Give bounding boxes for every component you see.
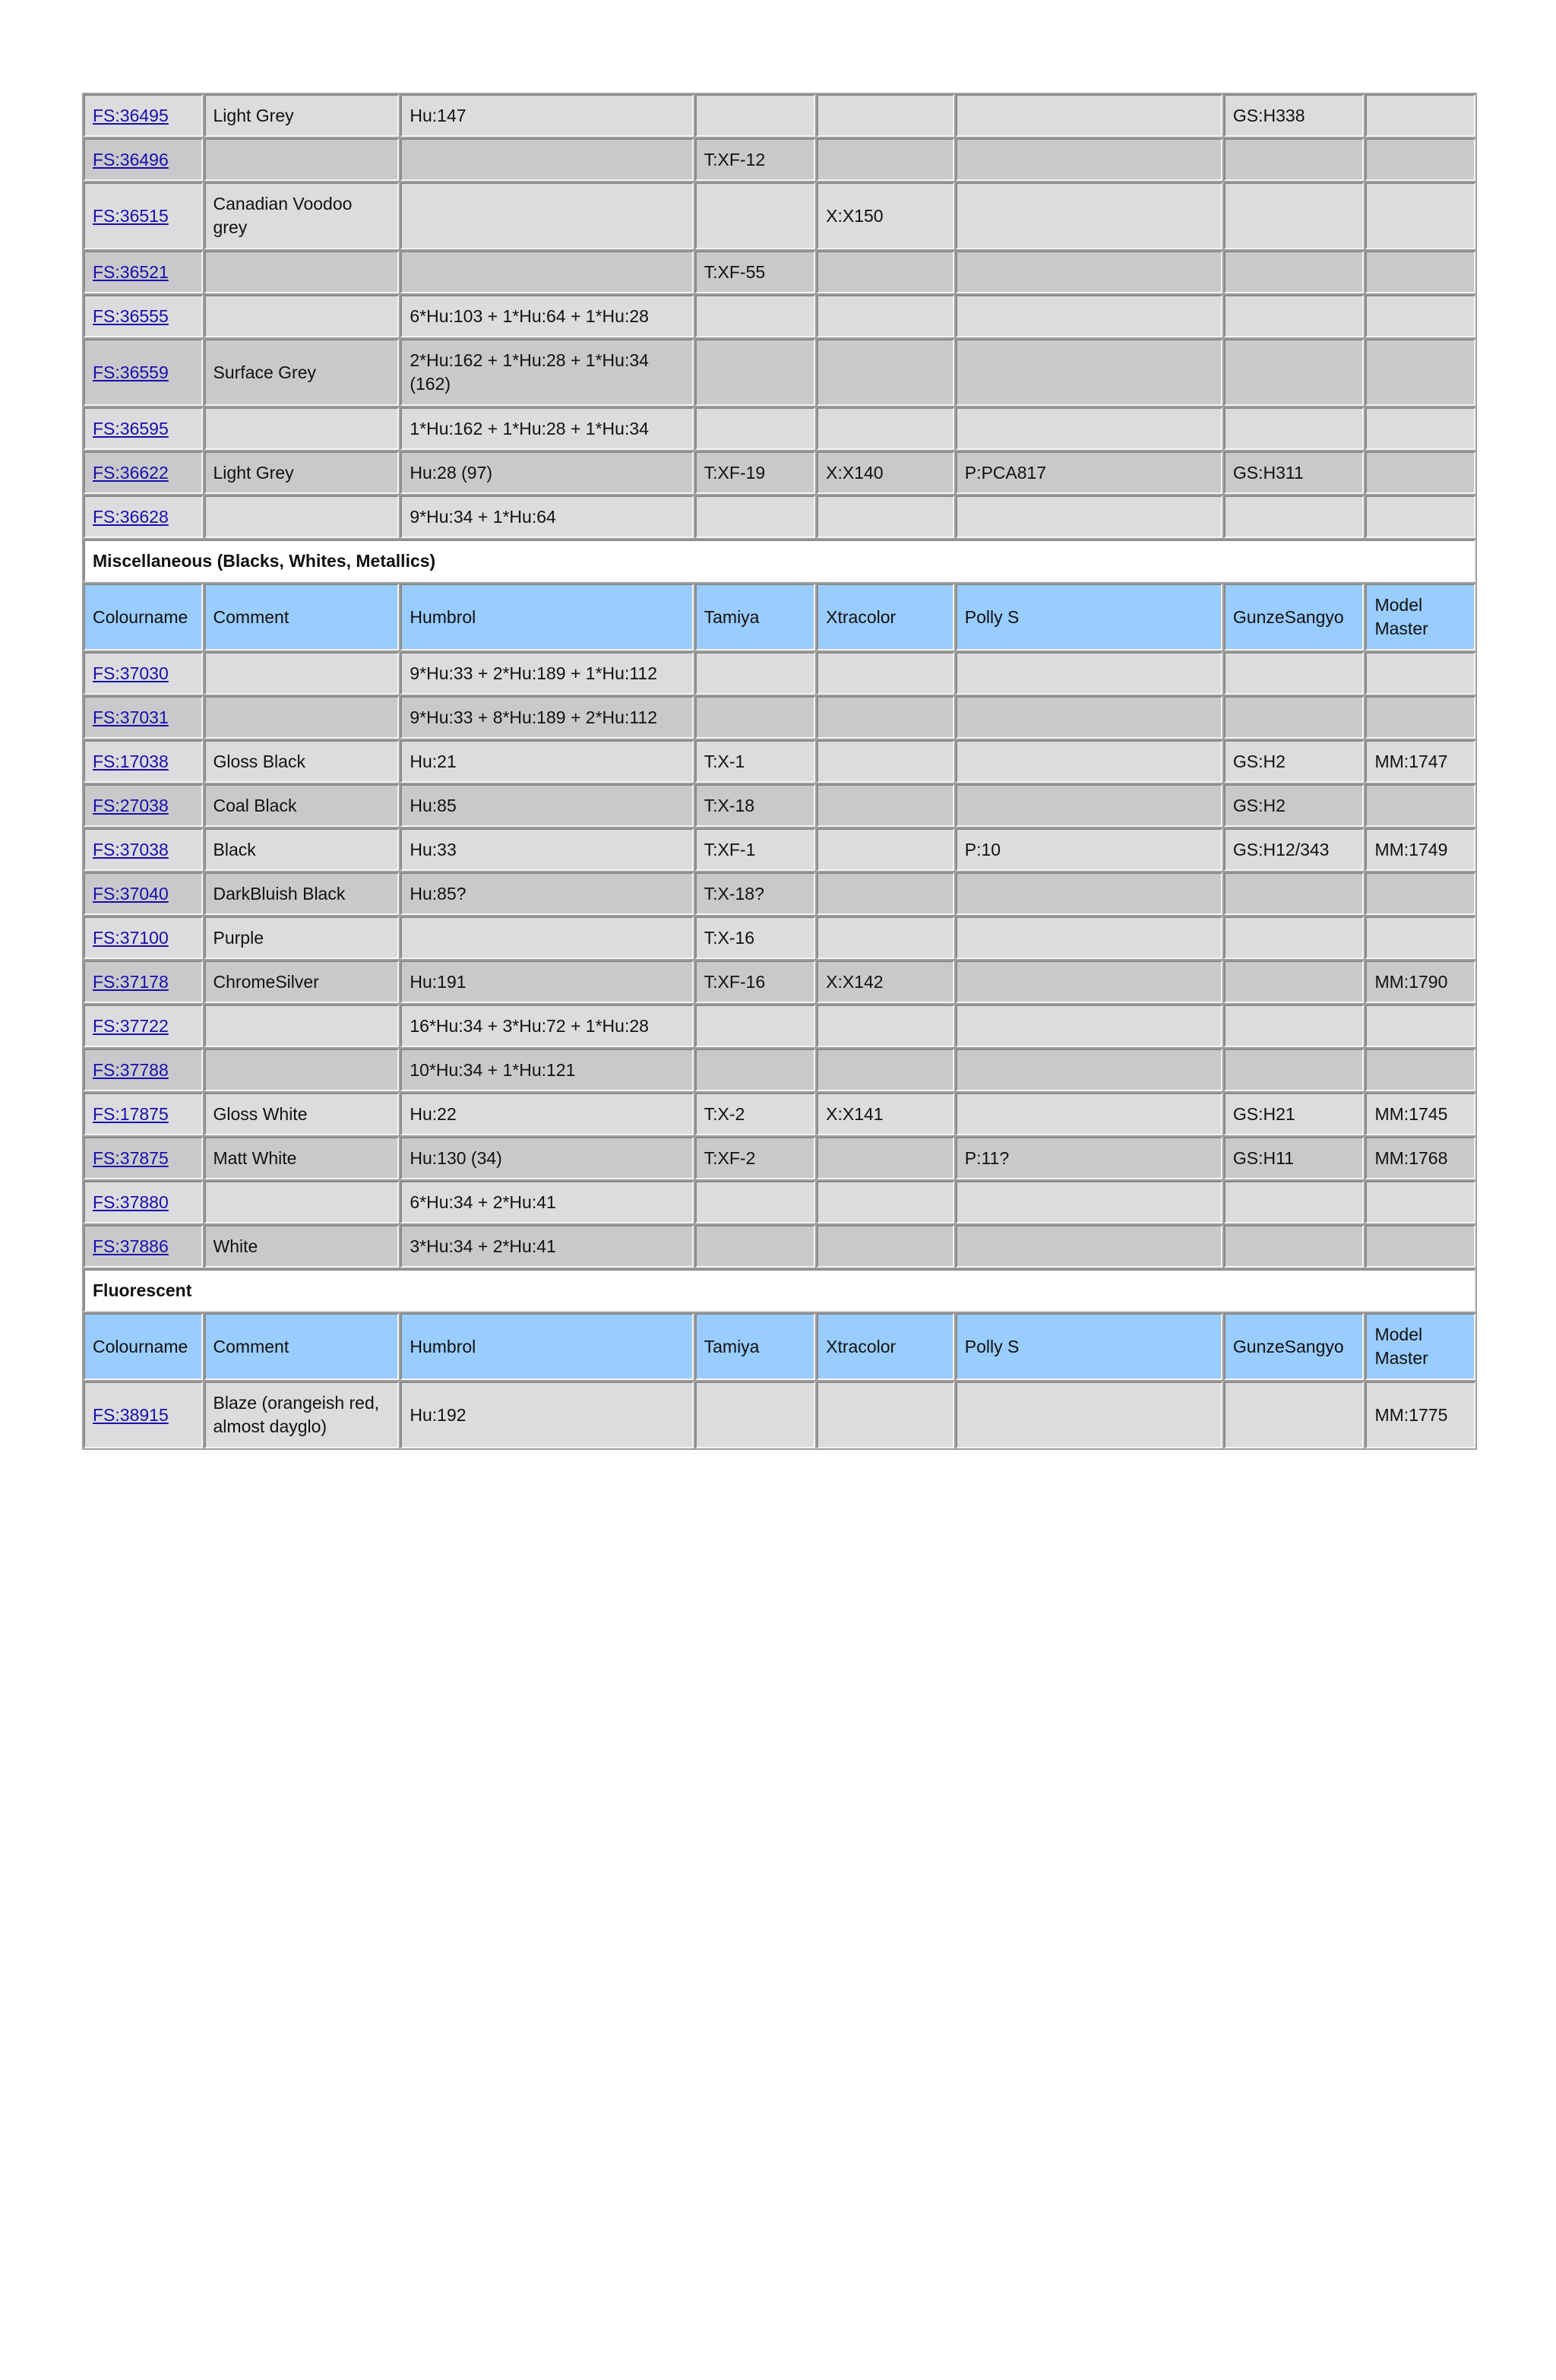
table-cell: [84, 784, 203, 827]
table-cell: [204, 407, 400, 450]
table-cell: [84, 94, 203, 137]
table-row: [84, 828, 1475, 871]
table-cell: [817, 872, 954, 915]
table-cell: [1365, 1005, 1475, 1047]
table-cell: [1365, 1049, 1475, 1091]
paint-reference-table: [82, 93, 1477, 1450]
table-cell: [1224, 1049, 1365, 1091]
table-cell: [1224, 495, 1365, 538]
colour-link[interactable]: FS:27038: [93, 795, 169, 815]
table-row: [84, 961, 1475, 1003]
table-cell: [204, 1005, 400, 1047]
table-cell: T:X-1: [695, 740, 816, 783]
table-row: [84, 1049, 1475, 1091]
column-header: Comment: [204, 584, 400, 650]
table-cell: [204, 1181, 400, 1223]
table-cell: [817, 1225, 954, 1268]
table-cell: [1224, 1181, 1365, 1223]
table-cell: Light Grey: [204, 451, 400, 494]
table-cell: [204, 652, 400, 695]
column-header: Colourname: [84, 584, 203, 650]
table-cell: [1365, 696, 1475, 739]
table-body: [84, 94, 1475, 1448]
table-cell: 2*Hu:162 + 1*Hu:28 + 1*Hu:34 (162): [400, 339, 693, 406]
table-cell: P:10: [956, 828, 1222, 871]
table-cell: [817, 740, 954, 783]
colour-link[interactable]: FS:38915: [93, 1404, 169, 1425]
colour-link[interactable]: FS:36559: [93, 362, 169, 382]
table-cell: [956, 1049, 1222, 1091]
table-cell: [84, 652, 203, 695]
table-cell: ChromeSilver: [204, 961, 400, 1003]
table-cell: Matt White: [204, 1137, 400, 1179]
table-cell: Hu:191: [400, 961, 693, 1003]
table-cell: [817, 138, 954, 181]
table-cell: [956, 1005, 1222, 1047]
table-cell: [84, 961, 203, 1003]
table-cell: [695, 1005, 816, 1047]
table-cell: [84, 407, 203, 450]
table-cell: X:X150: [817, 182, 954, 249]
section-title: Miscellaneous (Blacks, Whites, Metallics): [84, 540, 1475, 582]
table-cell: X:X142: [817, 961, 954, 1003]
table-cell: [84, 1005, 203, 1047]
table-cell: GS:H338: [1224, 94, 1365, 137]
table-cell: Hu:85?: [400, 872, 693, 915]
table-cell: [817, 784, 954, 827]
table-cell: 9*Hu:33 + 2*Hu:189 + 1*Hu:112: [400, 652, 693, 695]
table-row: [84, 1225, 1475, 1268]
column-header: GunzeSangyo: [1224, 584, 1365, 650]
colour-link[interactable]: FS:37722: [93, 1015, 169, 1036]
table-cell: [695, 1181, 816, 1223]
colour-link[interactable]: FS:37178: [93, 971, 169, 992]
table-cell: [695, 295, 816, 337]
table-cell: [1365, 451, 1475, 494]
table-row: [84, 1381, 1475, 1448]
table-cell: T:XF-2: [695, 1137, 816, 1179]
table-row: [84, 407, 1475, 450]
table-cell: [1365, 339, 1475, 406]
column-header: Xtracolor: [817, 584, 954, 650]
table-cell: [1365, 407, 1475, 450]
table-cell: T:X-18?: [695, 872, 816, 915]
table-cell: [956, 696, 1222, 739]
section-title: Fluorescent: [84, 1269, 1475, 1312]
table-cell: [956, 94, 1222, 137]
table-cell: GS:H2: [1224, 784, 1365, 827]
table-row: [84, 138, 1475, 181]
column-header: Polly S: [956, 1313, 1222, 1380]
column-header: Model Master: [1365, 1313, 1475, 1380]
colour-link[interactable]: FS:37031: [93, 707, 169, 727]
table-cell: [956, 1181, 1222, 1223]
table-cell: [695, 94, 816, 137]
table-cell: [84, 828, 203, 871]
table-cell: [1365, 251, 1475, 293]
table-cell: [695, 1049, 816, 1091]
table-cell: [817, 1181, 954, 1223]
table-cell: [204, 495, 400, 538]
column-header: Humbrol: [400, 1313, 693, 1380]
colour-link[interactable]: FS:36595: [93, 418, 169, 438]
table-cell: T:XF-19: [695, 451, 816, 494]
table-cell: [204, 295, 400, 337]
table-cell: [817, 94, 954, 137]
table-cell: [84, 1225, 203, 1268]
table-row: [84, 872, 1475, 915]
colour-link[interactable]: FS:36555: [93, 305, 169, 326]
table-cell: [400, 182, 693, 249]
table-row: [84, 295, 1475, 337]
table-cell: Blaze (orangeish red, almost dayglo): [204, 1381, 400, 1448]
table-cell: [956, 1093, 1222, 1135]
table-cell: [817, 1137, 954, 1179]
table-cell: 1*Hu:162 + 1*Hu:28 + 1*Hu:34: [400, 407, 693, 450]
table-cell: MM:1749: [1365, 828, 1475, 871]
colour-link[interactable]: FS:37880: [93, 1192, 169, 1212]
table-cell: GS:H311: [1224, 451, 1365, 494]
table-cell: T:X-16: [695, 916, 816, 959]
table-cell: X:X140: [817, 451, 954, 494]
column-header: Xtracolor: [817, 1313, 954, 1380]
table-row: [84, 339, 1475, 406]
table-cell: [817, 696, 954, 739]
table-cell: [84, 1093, 203, 1135]
colour-link[interactable]: FS:37886: [93, 1236, 169, 1256]
table-cell: Purple: [204, 916, 400, 959]
table-cell: Black: [204, 828, 400, 871]
table-cell: T:X-2: [695, 1093, 816, 1135]
table-cell: MM:1790: [1365, 961, 1475, 1003]
table-cell: GS:H12/343: [1224, 828, 1365, 871]
table-cell: [1224, 696, 1365, 739]
table-cell: 9*Hu:33 + 8*Hu:189 + 2*Hu:112: [400, 696, 693, 739]
colour-link[interactable]: FS:37038: [93, 839, 169, 859]
table-row: [84, 451, 1475, 494]
table-cell: [84, 740, 203, 783]
column-header: Polly S: [956, 584, 1222, 650]
section-title-row: [84, 540, 1475, 582]
table-cell: [84, 1137, 203, 1179]
table-row: [84, 1137, 1475, 1179]
colour-link[interactable]: FS:37100: [93, 927, 169, 948]
table-cell: [84, 495, 203, 538]
table-cell: [204, 251, 400, 293]
table-cell: [84, 1381, 203, 1448]
colour-link[interactable]: FS:37040: [93, 883, 169, 904]
table-cell: T:XF-16: [695, 961, 816, 1003]
table-cell: Canadian Voodoo grey: [204, 182, 400, 249]
table-cell: [956, 138, 1222, 181]
table-cell: [817, 916, 954, 959]
table-cell: [695, 339, 816, 406]
colour-link[interactable]: FS:37788: [93, 1059, 169, 1080]
table-cell: T:X-18: [695, 784, 816, 827]
table-cell: Hu:85: [400, 784, 693, 827]
column-header: Tamiya: [695, 584, 816, 650]
table-row: [84, 916, 1475, 959]
table-row: [84, 652, 1475, 695]
table-cell: [1365, 652, 1475, 695]
table-cell: Light Grey: [204, 94, 400, 137]
table-cell: [695, 495, 816, 538]
table-cell: [1365, 916, 1475, 959]
table-cell: [956, 407, 1222, 450]
table-cell: [695, 652, 816, 695]
table-cell: 16*Hu:34 + 3*Hu:72 + 1*Hu:28: [400, 1005, 693, 1047]
table-cell: [400, 916, 693, 959]
table-cell: [956, 740, 1222, 783]
table-row: [84, 182, 1475, 249]
table-cell: GS:H21: [1224, 1093, 1365, 1135]
table-cell: [84, 251, 203, 293]
table-cell: [400, 138, 693, 181]
table-row: [84, 1005, 1475, 1047]
table-cell: [695, 407, 816, 450]
column-header-row: [84, 1313, 1475, 1380]
table-cell: [1224, 182, 1365, 249]
table-cell: MM:1747: [1365, 740, 1475, 783]
table-cell: Hu:33: [400, 828, 693, 871]
table-cell: T:XF-12: [695, 138, 816, 181]
table-cell: GS:H2: [1224, 740, 1365, 783]
table-cell: [956, 182, 1222, 249]
table-cell: [84, 295, 203, 337]
table-cell: [1224, 652, 1365, 695]
table-cell: 6*Hu:34 + 2*Hu:41: [400, 1181, 693, 1223]
table-cell: T:XF-1: [695, 828, 816, 871]
table-row: [84, 696, 1475, 739]
table-row: [84, 1181, 1475, 1223]
table-cell: Hu:28 (97): [400, 451, 693, 494]
table-cell: [956, 1381, 1222, 1448]
column-header: Model Master: [1365, 584, 1475, 650]
table-cell: [956, 339, 1222, 406]
table-cell: [1224, 138, 1365, 181]
column-header: GunzeSangyo: [1224, 1313, 1365, 1380]
table-row: [84, 740, 1475, 783]
table-cell: GS:H11: [1224, 1137, 1365, 1179]
table-cell: Gloss White: [204, 1093, 400, 1135]
table-row: [84, 251, 1475, 293]
colour-link[interactable]: FS:17038: [93, 751, 169, 771]
table-cell: Hu:22: [400, 1093, 693, 1135]
table-cell: [817, 407, 954, 450]
table-cell: [956, 784, 1222, 827]
colour-link[interactable]: FS:37875: [93, 1147, 169, 1168]
table-cell: [1224, 407, 1365, 450]
table-cell: 6*Hu:103 + 1*Hu:64 + 1*Hu:28: [400, 295, 693, 337]
table-cell: [84, 182, 203, 249]
table-cell: [817, 295, 954, 337]
table-cell: [817, 652, 954, 695]
table-cell: [956, 295, 1222, 337]
column-header: Comment: [204, 1313, 400, 1380]
table-cell: [817, 251, 954, 293]
table-cell: [956, 961, 1222, 1003]
table-cell: DarkBluish Black: [204, 872, 400, 915]
table-cell: [1224, 872, 1365, 915]
table-cell: Hu:147: [400, 94, 693, 137]
table-cell: [1365, 1225, 1475, 1268]
table-cell: 10*Hu:34 + 1*Hu:121: [400, 1049, 693, 1091]
table-cell: [1365, 182, 1475, 249]
table-cell: [204, 1049, 400, 1091]
section-title-row: [84, 1269, 1475, 1312]
table-cell: MM:1745: [1365, 1093, 1475, 1135]
table-cell: [1365, 1181, 1475, 1223]
table-cell: [1365, 94, 1475, 137]
table-cell: [400, 251, 693, 293]
table-cell: [817, 1381, 954, 1448]
table-cell: X:X141: [817, 1093, 954, 1135]
colour-link[interactable]: FS:36521: [93, 261, 169, 282]
table-cell: [1365, 295, 1475, 337]
table-cell: [84, 451, 203, 494]
table-cell: Hu:192: [400, 1381, 693, 1448]
table-cell: [956, 872, 1222, 915]
table-row: [84, 1093, 1475, 1135]
column-header: Colourname: [84, 1313, 203, 1380]
table-cell: White: [204, 1225, 400, 1268]
table-row: [84, 495, 1475, 538]
table-cell: [817, 1005, 954, 1047]
table-row: [84, 784, 1475, 827]
table-cell: [1224, 916, 1365, 959]
table-cell: [1365, 138, 1475, 181]
table-cell: MM:1768: [1365, 1137, 1475, 1179]
table-cell: Hu:130 (34): [400, 1137, 693, 1179]
table-cell: [84, 138, 203, 181]
table-cell: Surface Grey: [204, 339, 400, 406]
table-cell: Hu:21: [400, 740, 693, 783]
colour-link[interactable]: FS:17875: [93, 1103, 169, 1124]
table-cell: [1365, 872, 1475, 915]
table-cell: [1224, 251, 1365, 293]
colour-link[interactable]: FS:37030: [93, 663, 169, 683]
colour-link[interactable]: FS:36628: [93, 506, 169, 527]
table-cell: [956, 251, 1222, 293]
table-cell: [956, 652, 1222, 695]
table-cell: [1224, 339, 1365, 406]
table-cell: [1365, 784, 1475, 827]
colour-link[interactable]: FS:36496: [93, 149, 169, 169]
table-cell: [1224, 295, 1365, 337]
table-cell: [695, 182, 816, 249]
table-cell: P:11?: [956, 1137, 1222, 1179]
table-cell: MM:1775: [1365, 1381, 1475, 1448]
colour-link[interactable]: FS:36515: [93, 205, 169, 226]
table-cell: 9*Hu:34 + 1*Hu:64: [400, 495, 693, 538]
table-cell: Coal Black: [204, 784, 400, 827]
column-header: Humbrol: [400, 584, 693, 650]
table-cell: [84, 916, 203, 959]
table-cell: [84, 872, 203, 915]
table-cell: [956, 916, 1222, 959]
table-cell: [1224, 1381, 1365, 1448]
table-cell: [84, 696, 203, 739]
column-header: Tamiya: [695, 1313, 816, 1380]
colour-link[interactable]: FS:36495: [93, 105, 169, 125]
table-cell: P:PCA817: [956, 451, 1222, 494]
table-cell: [817, 1049, 954, 1091]
table-cell: [817, 495, 954, 538]
table-cell: [1224, 1225, 1365, 1268]
colour-link[interactable]: FS:36622: [93, 462, 169, 483]
table-cell: [817, 339, 954, 406]
table-cell: [956, 1225, 1222, 1268]
table-cell: T:XF-55: [695, 251, 816, 293]
table-cell: [204, 138, 400, 181]
table-cell: Gloss Black: [204, 740, 400, 783]
table-cell: [1224, 961, 1365, 1003]
table-cell: [84, 1049, 203, 1091]
table-cell: [1365, 495, 1475, 538]
table-cell: [1224, 1005, 1365, 1047]
table-cell: [84, 339, 203, 406]
table-cell: 3*Hu:34 + 2*Hu:41: [400, 1225, 693, 1268]
table-cell: [695, 1225, 816, 1268]
table-cell: [956, 495, 1222, 538]
table-cell: [817, 828, 954, 871]
table-cell: [204, 696, 400, 739]
table-cell: [695, 696, 816, 739]
table-row: [84, 94, 1475, 137]
column-header-row: [84, 584, 1475, 650]
table-cell: [84, 1181, 203, 1223]
table-cell: [695, 1381, 816, 1448]
